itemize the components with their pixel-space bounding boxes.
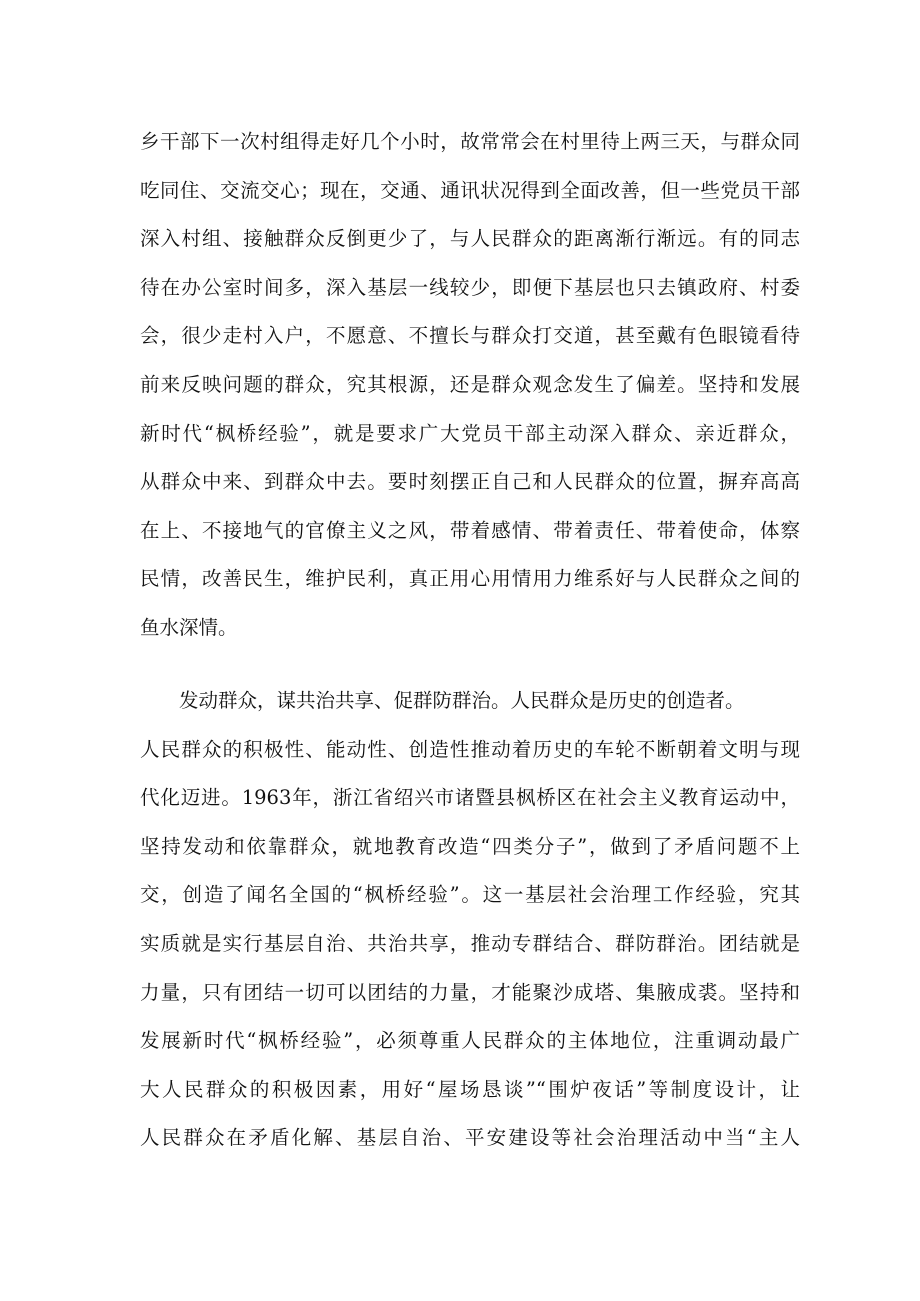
paragraph-line: 发展新时代“枫桥经验”，必须尊重人民群众的主体地位，注重调动最广 — [140, 1029, 800, 1053]
paragraph-1 — [140, 118, 800, 653]
paragraph-line: 新时代“枫桥经验”，就是要求广大党员干部主动深入群众、亲近群众， — [140, 421, 800, 445]
paragraph-line: 从群众中来、到群众中去。要时刻摆正自己和人民群众的位置，摒弃高高 — [140, 470, 800, 494]
paragraph-first-line: 发动群众，谋共治共享、促群防群治。人民群众是历史的创造者。 — [179, 689, 745, 712]
paragraph-line: 鱼水深情。 — [140, 615, 238, 639]
paragraph-line: 力量，只有团结一切可以团结的力量，才能聚沙成塔、集腋成裘。坚持和 — [140, 980, 800, 1004]
paragraph-line: 大人民群众的积极因素，用好“屋场恳谈”“围炉夜话”等制度设计，让 — [140, 1077, 800, 1101]
paragraph-line: 吃同住、交流交心；现在，交通、通讯状况得到全面改善，但一些党员干部 — [140, 178, 800, 202]
paragraph-line: 在上、不接地气的官僚主义之风，带着感情、带着责任、带着使命，体察 — [140, 518, 800, 542]
paragraph-line: 深入村组、接触群众反倒更少了，与人民群众的距离渐行渐远。有的同志 — [140, 227, 800, 251]
paragraph-line: 实质就是实行基层自治、共治共享，推动专群结合、群防群治。团结就是 — [140, 931, 800, 955]
paragraph-line: 人民群众的积极性、能动性、创造性推动着历史的车轮不断朝着文明与现 — [140, 737, 800, 761]
paragraph-line: 会，很少走村入户，不愿意、不擅长与群众打交道，甚至戴有色眼镜看待 — [140, 324, 800, 348]
paragraph-line: 人民群众在矛盾化解、基层自治、平安建设等社会治理活动中当“主人 — [140, 1126, 800, 1150]
paragraph-line: 前来反映问题的群众，究其根源，还是群众观念发生了偏差。坚持和发展 — [140, 372, 800, 396]
paragraph-line: 待在办公室时间多，深入基层一线较少，即便下基层也只去镇政府、村委 — [140, 275, 800, 299]
paragraph-line: 民情，改善民生，维护民利，真正用心用情用力维系好与人民群众之间的 — [140, 567, 800, 591]
paragraph-line: 坚持发动和依靠群众，就地教育改造“四类分子”，做到了矛盾问题不上 — [140, 834, 800, 858]
paragraph-line: 交，创造了闻名全国的“枫桥经验”。这一基层社会治理工作经验，究其 — [140, 883, 800, 907]
paragraph-2 — [140, 677, 800, 1163]
paragraph-line: 代化迈进。1963年，浙江省绍兴市诸暨县枫桥区在社会主义教育运动中， — [140, 786, 800, 810]
paragraph-line: 乡干部下一次村组得走好几个小时，故常常会在村里待上两三天，与群众同 — [140, 130, 800, 153]
